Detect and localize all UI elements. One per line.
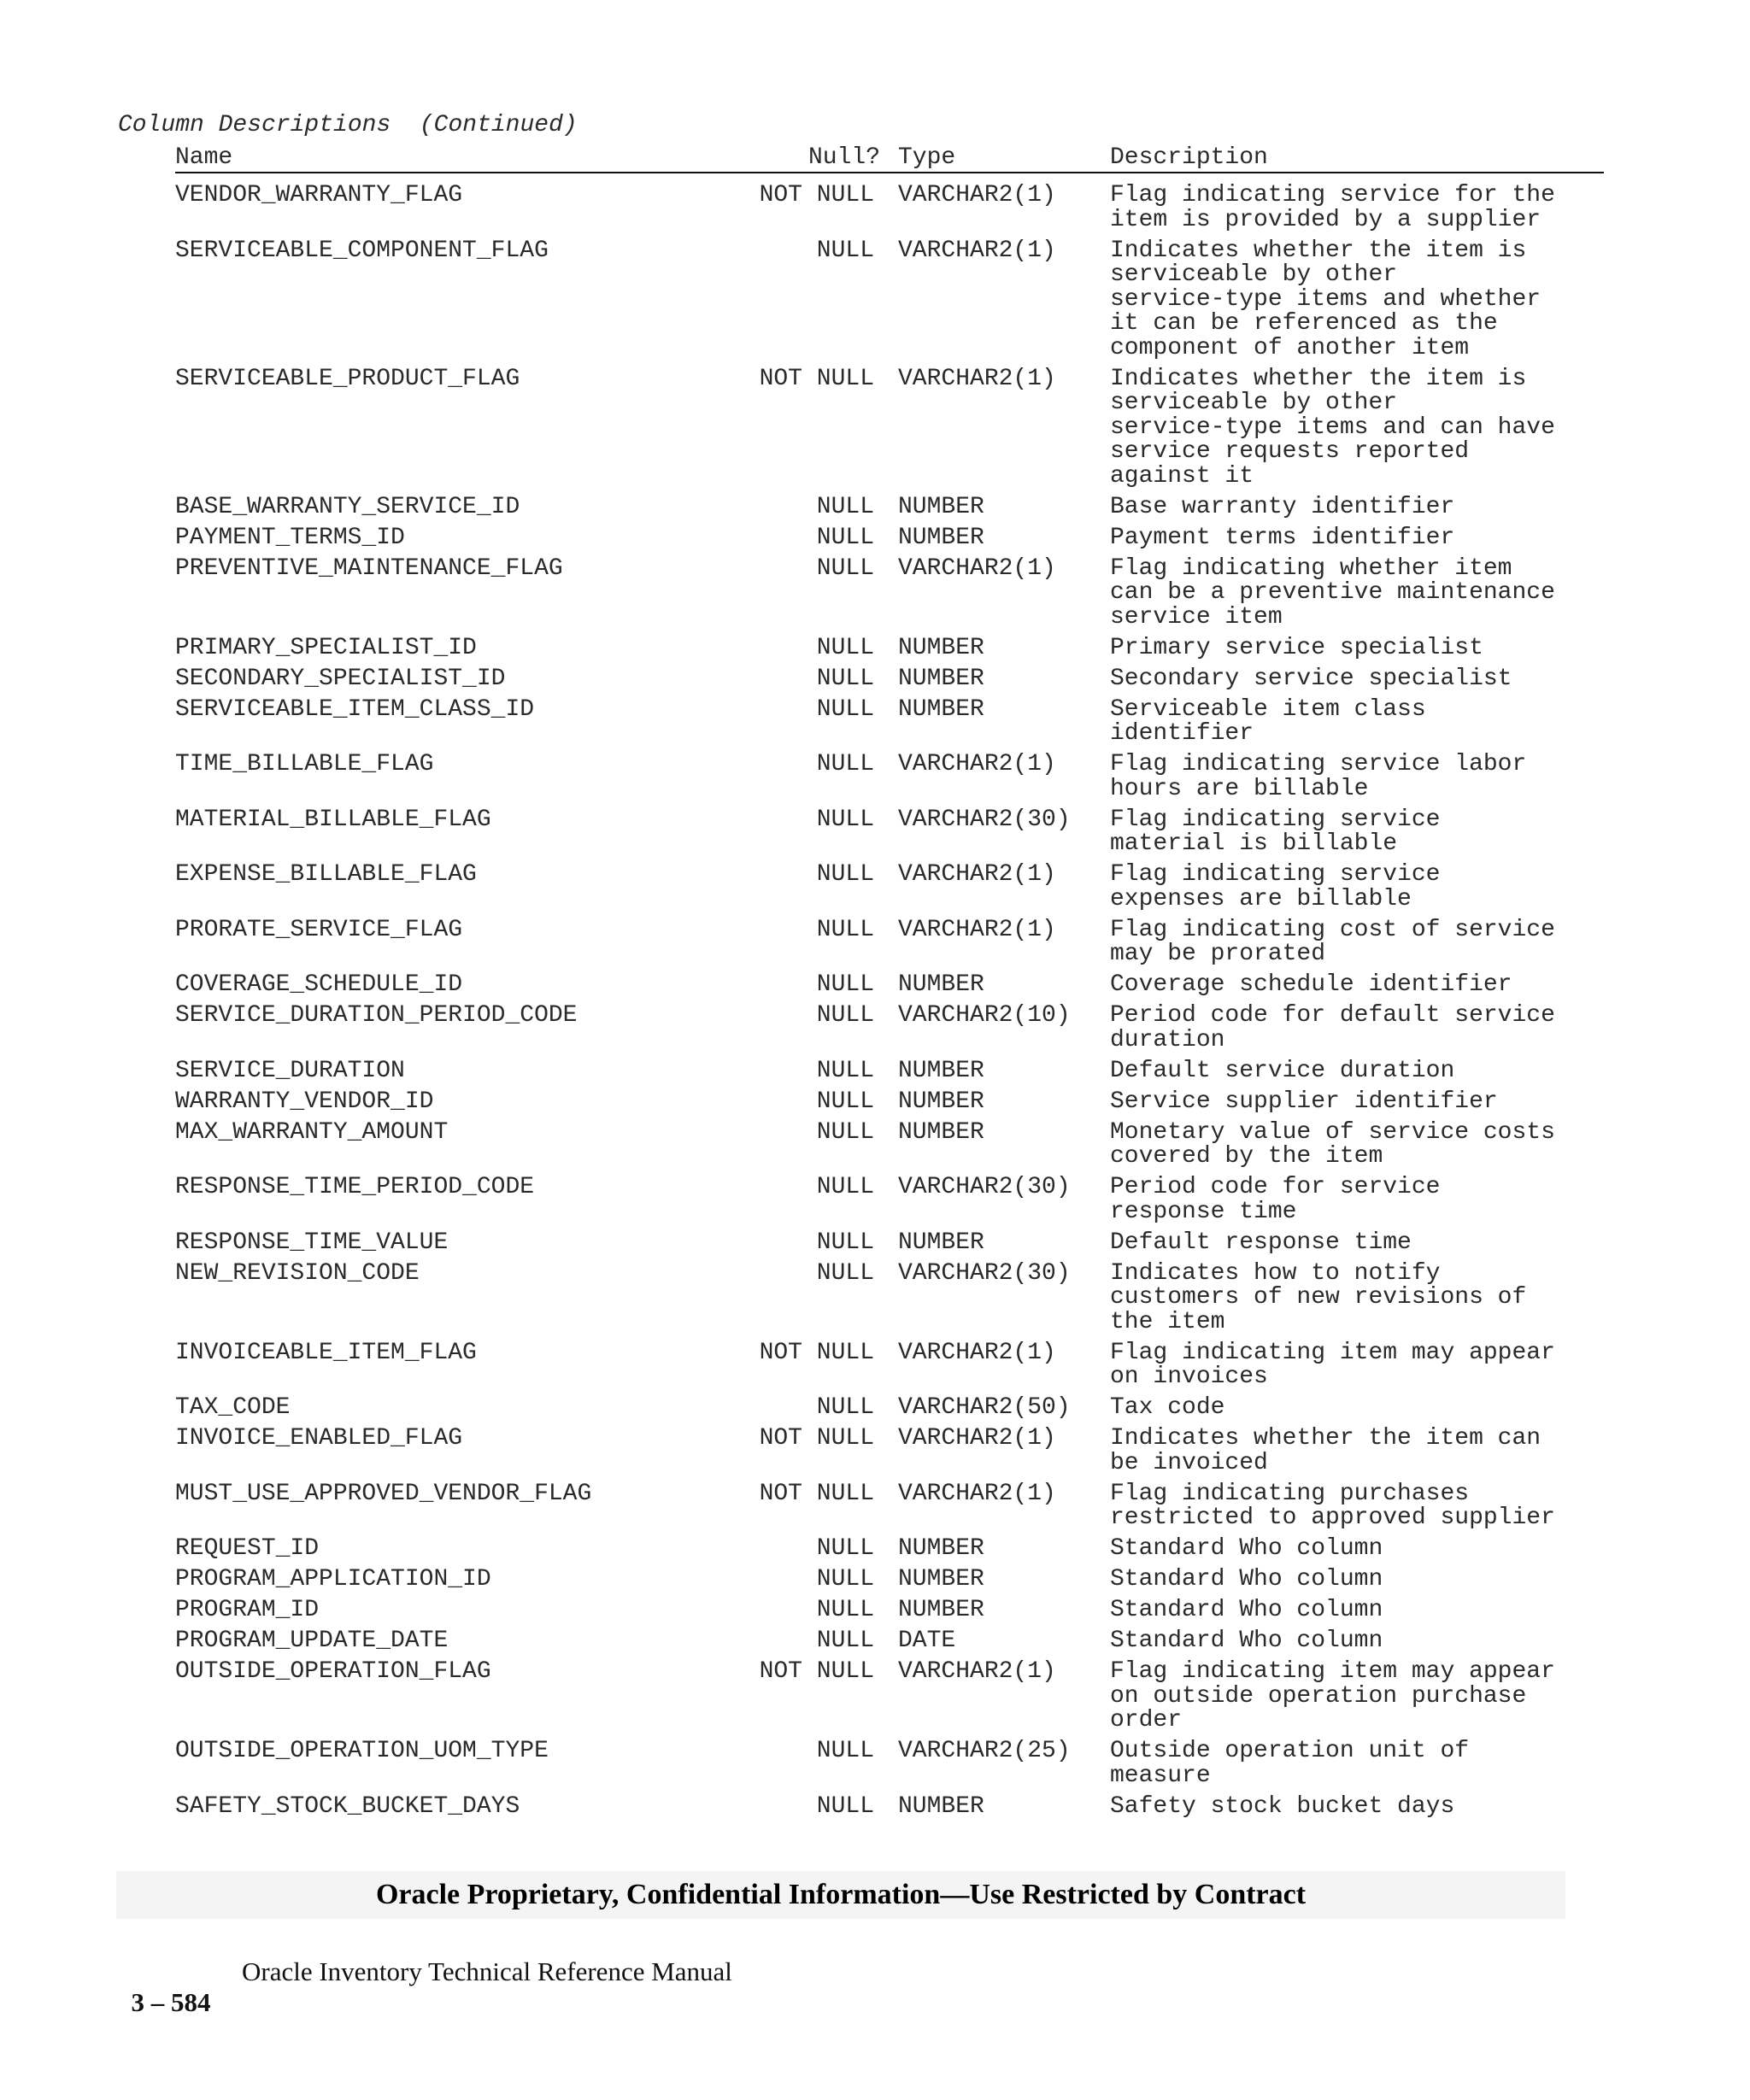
column-type: NUMBER [898, 1088, 984, 1115]
column-spacer [874, 1427, 898, 1475]
column-name: PROGRAM_ID [175, 1597, 320, 1623]
column-type: NUMBER [898, 1535, 984, 1562]
column-description: Coverage schedule identifier [1110, 971, 1512, 998]
column-spacer [874, 1598, 898, 1623]
table-row [175, 239, 1604, 361]
column-spacer [874, 1660, 898, 1733]
column-spacer [874, 1629, 898, 1654]
table-row [175, 1341, 1604, 1390]
column-type: NUMBER [898, 695, 984, 723]
table-row [175, 1259, 1604, 1335]
column-type: NUMBER [898, 971, 984, 998]
column-name: VENDOR_WARRANTY_FLAG [175, 182, 463, 208]
column-nullability: NULL [816, 861, 874, 888]
column-name: OUTSIDE_OPERATION_UOM_TYPE [175, 1738, 549, 1764]
column-type: VARCHAR2(25) [898, 1738, 1071, 1764]
column-type: VARCHAR2(30) [898, 806, 1071, 833]
table-row [175, 695, 1604, 747]
column-nullability: NULL [816, 971, 874, 998]
column-nullability: NULL [816, 1394, 874, 1421]
column-type: VARCHAR2(1) [898, 861, 1056, 888]
column-type: VARCHAR2(30) [898, 1174, 1071, 1200]
column-nullability: NOT NULL [759, 182, 874, 208]
table-row [175, 526, 1604, 551]
column-description: Outside operation unit of measure [1110, 1738, 1470, 1789]
table-row [175, 554, 1604, 631]
table-row [175, 973, 1604, 998]
column-description: Base warranty identifier [1110, 493, 1455, 520]
header-description: Description [1110, 144, 1268, 171]
page-number: 3 – 584 [131, 1987, 211, 2017]
column-spacer [874, 1262, 898, 1335]
column-nullability: NULL [816, 751, 874, 777]
column-type: VARCHAR2(30) [898, 1259, 1071, 1287]
column-nullability: NOT NULL [759, 1480, 874, 1507]
table-caption: Column Descriptions (Continued) [118, 112, 578, 138]
column-type: VARCHAR2(1) [898, 1339, 1056, 1366]
column-description: Indicates how to notify customers of new revisions of the item [1110, 1259, 1527, 1335]
table-row [175, 1792, 1604, 1820]
column-spacer [874, 1004, 898, 1053]
table-row [175, 1004, 1604, 1053]
column-name: PRORATE_SERVICE_FLAG [175, 916, 463, 943]
column-type: NUMBER [898, 1057, 984, 1084]
table-row [175, 1059, 1604, 1084]
column-spacer [874, 1795, 898, 1820]
column-spacer [874, 184, 898, 232]
column-type: VARCHAR2(1) [898, 237, 1056, 264]
column-description: Default service duration [1110, 1057, 1455, 1084]
column-name: REQUEST_ID [175, 1535, 320, 1562]
column-nullability: NULL [816, 665, 874, 692]
column-name: SERVICE_DURATION_PERIOD_CODE [175, 1002, 578, 1029]
column-type: VARCHAR2(1) [898, 1658, 1056, 1685]
column-nullability: NULL [816, 1566, 874, 1593]
column-nullability: NULL [816, 524, 874, 551]
table-row [175, 1568, 1604, 1593]
column-description: Tax code [1110, 1394, 1225, 1421]
table-row [175, 1231, 1604, 1256]
table-row [175, 1482, 1604, 1531]
column-name: EXPENSE_BILLABLE_FLAG [175, 861, 477, 888]
column-nullability: NULL [816, 1535, 874, 1562]
column-name: BASE_WARRANTY_SERVICE_ID [175, 493, 520, 520]
column-nullability: NULL [816, 1792, 874, 1820]
header-name: Name [175, 144, 233, 171]
table-row [175, 1176, 1604, 1224]
column-description: Standard Who column [1110, 1597, 1383, 1623]
column-description: Flag indicating service labor hours are billable [1110, 751, 1527, 802]
column-type: VARCHAR2(1) [898, 751, 1056, 777]
column-spacer [874, 1537, 898, 1562]
column-name: PROGRAM_UPDATE_DATE [175, 1628, 449, 1654]
manual-title: Oracle Inventory Technical Reference Manual [242, 1956, 732, 1986]
column-type: NUMBER [898, 665, 984, 692]
column-spacer [874, 557, 898, 631]
table-row [175, 753, 1604, 801]
table-row [175, 1118, 1604, 1170]
column-spacer [874, 496, 898, 520]
column-name: INVOICE_ENABLED_FLAG [175, 1425, 463, 1452]
column-spacer [874, 1059, 898, 1084]
column-description: Primary service specialist [1110, 634, 1483, 661]
column-spacer [874, 1176, 898, 1224]
column-type: NUMBER [898, 1566, 984, 1593]
column-name: SERVICE_DURATION [175, 1057, 405, 1084]
table-row [175, 636, 1604, 661]
column-description: Payment terms identifier [1110, 524, 1455, 551]
table-row [175, 1090, 1604, 1115]
column-name: NEW_REVISION_CODE [175, 1259, 420, 1287]
column-spacer [874, 1396, 898, 1421]
column-nullability: NOT NULL [759, 365, 874, 392]
column-nullability: NULL [816, 806, 874, 833]
page-footer [118, 1956, 732, 2049]
column-spacer [874, 863, 898, 912]
column-name: MUST_USE_APPROVED_VENDOR_FLAG [175, 1480, 592, 1507]
column-description: Safety stock bucket days [1110, 1792, 1455, 1820]
column-type: VARCHAR2(50) [898, 1394, 1071, 1421]
table-row [175, 493, 1604, 520]
column-spacer [874, 1482, 898, 1531]
column-name: TIME_BILLABLE_FLAG [175, 751, 434, 777]
table-row [175, 863, 1604, 912]
column-description: Indicates whether the item is serviceable by other service-type items and whether it can be referenced as the component of another item [1110, 237, 1542, 361]
column-description: Flag indicating whether item can be a preventive maintenance service item [1110, 554, 1555, 631]
table-row [175, 667, 1604, 692]
column-description: Default response time [1110, 1229, 1412, 1256]
table-header [175, 146, 1604, 173]
column-spacer [874, 239, 898, 361]
column-nullability: NULL [816, 1174, 874, 1200]
header-type: Type [898, 144, 956, 171]
column-spacer [874, 1568, 898, 1593]
column-name: RESPONSE_TIME_VALUE [175, 1229, 449, 1256]
column-description: Flag indicating item may appear on outside operation purchase order [1110, 1658, 1555, 1733]
column-nullability: NOT NULL [759, 1425, 874, 1452]
column-description: Period code for default service duration [1110, 1002, 1555, 1053]
column-nullability: NULL [816, 1057, 874, 1084]
column-spacer [874, 753, 898, 801]
column-description: Flag indicating cost of service may be prorated [1110, 916, 1555, 967]
column-spacer [874, 1090, 898, 1115]
column-type: VARCHAR2(1) [898, 365, 1056, 392]
column-name: SECONDARY_SPECIALIST_ID [175, 665, 506, 692]
column-spacer [874, 808, 898, 857]
column-nullability: NULL [816, 493, 874, 520]
banner-text: Oracle Proprietary, Confidential Information––Use Restricted by Contract [375, 1879, 1307, 1910]
column-spacer [874, 1121, 898, 1170]
column-description: Flag indicating service material is billable [1110, 806, 1441, 857]
column-description: Indicates whether the item can be invoiced [1110, 1425, 1542, 1476]
column-type: VARCHAR2(1) [898, 1480, 1056, 1507]
column-type: DATE [898, 1628, 956, 1654]
column-description: Serviceable item class identifier [1110, 695, 1426, 747]
column-name: PAYMENT_TERMS_ID [175, 524, 405, 551]
column-spacer [874, 973, 898, 998]
column-description: Standard Who column [1110, 1535, 1383, 1562]
table-row [175, 1396, 1604, 1421]
column-name: PREVENTIVE_MAINTENANCE_FLAG [175, 554, 563, 582]
column-nullability: NULL [816, 695, 874, 723]
header-null: Null? [808, 144, 881, 171]
column-type: NUMBER [898, 493, 984, 520]
table-row [175, 1598, 1604, 1623]
column-spacer [874, 918, 898, 967]
column-type: NUMBER [898, 1229, 984, 1256]
column-type: NUMBER [898, 1792, 984, 1820]
column-description: Indicates whether the item is serviceable by other service-type items and can have service requests reported against it [1110, 365, 1555, 490]
column-spacer [874, 667, 898, 692]
column-description: Standard Who column [1110, 1566, 1383, 1593]
column-spacer [874, 1231, 898, 1256]
column-spacer [874, 698, 898, 747]
column-name: SERVICEABLE_COMPONENT_FLAG [175, 237, 549, 264]
column-nullability: NULL [816, 1597, 874, 1623]
table-row [175, 1537, 1604, 1562]
column-name: COVERAGE_SCHEDULE_ID [175, 971, 463, 998]
column-name: INVOICEABLE_ITEM_FLAG [175, 1339, 477, 1366]
column-nullability: NULL [816, 634, 874, 661]
column-name: SERVICEABLE_PRODUCT_FLAG [175, 365, 520, 392]
column-name: SERVICEABLE_ITEM_CLASS_ID [175, 695, 535, 723]
column-nullability: NOT NULL [759, 1658, 874, 1685]
column-nullability: NULL [816, 1259, 874, 1287]
column-name: RESPONSE_TIME_PERIOD_CODE [175, 1174, 535, 1200]
column-name: MATERIAL_BILLABLE_FLAG [175, 806, 491, 833]
table-row [175, 367, 1604, 490]
table-row [175, 1427, 1604, 1475]
column-nullability: NULL [816, 1229, 874, 1256]
column-spacer [874, 1739, 898, 1788]
column-type: VARCHAR2(1) [898, 182, 1056, 208]
column-nullability: NULL [816, 1118, 874, 1146]
table-row [175, 808, 1604, 857]
column-spacer [874, 636, 898, 661]
column-type: NUMBER [898, 524, 984, 551]
table-row [175, 1629, 1604, 1654]
column-table-body [175, 184, 1604, 1826]
column-nullability: NULL [816, 554, 874, 582]
column-nullability: NULL [816, 1628, 874, 1654]
column-name: PROGRAM_APPLICATION_ID [175, 1566, 491, 1593]
column-spacer [874, 1341, 898, 1390]
column-nullability: NULL [816, 1088, 874, 1115]
column-spacer [874, 526, 898, 551]
column-description: Flag indicating item may appear on invoices [1110, 1339, 1555, 1390]
table-row [175, 918, 1604, 967]
column-name: WARRANTY_VENDOR_ID [175, 1088, 434, 1115]
column-nullability: NULL [816, 1002, 874, 1029]
column-name: MAX_WARRANTY_AMOUNT [175, 1118, 449, 1146]
table-row [175, 184, 1604, 232]
column-name: PRIMARY_SPECIALIST_ID [175, 634, 477, 661]
column-type: NUMBER [898, 1118, 984, 1146]
column-type: VARCHAR2(1) [898, 916, 1056, 943]
confidential-banner [116, 1871, 1565, 1919]
column-nullability: NOT NULL [759, 1339, 874, 1366]
column-nullability: NULL [816, 237, 874, 264]
column-type: VARCHAR2(1) [898, 1425, 1056, 1452]
column-name: SAFETY_STOCK_BUCKET_DAYS [175, 1792, 520, 1820]
column-description: Period code for service response time [1110, 1174, 1441, 1225]
column-description: Flag indicating purchases restricted to approved supplier [1110, 1480, 1555, 1531]
column-nullability: NULL [816, 1738, 874, 1764]
column-description: Flag indicating service for the item is provided by a supplier [1110, 182, 1555, 233]
column-type: NUMBER [898, 634, 984, 661]
column-description: Service supplier identifier [1110, 1088, 1498, 1115]
column-description: Monetary value of service costs covered by the item [1110, 1118, 1555, 1170]
table-row [175, 1660, 1604, 1733]
column-description: Secondary service specialist [1110, 665, 1512, 692]
column-description: Standard Who column [1110, 1628, 1383, 1654]
column-type: VARCHAR2(10) [898, 1002, 1071, 1029]
column-name: OUTSIDE_OPERATION_FLAG [175, 1658, 491, 1685]
table-row [175, 1739, 1604, 1788]
column-name: TAX_CODE [175, 1394, 291, 1421]
column-description: Flag indicating service expenses are billable [1110, 861, 1441, 912]
column-nullability: NULL [816, 916, 874, 943]
column-type: VARCHAR2(1) [898, 554, 1056, 582]
column-type: NUMBER [898, 1597, 984, 1623]
column-spacer [874, 367, 898, 490]
